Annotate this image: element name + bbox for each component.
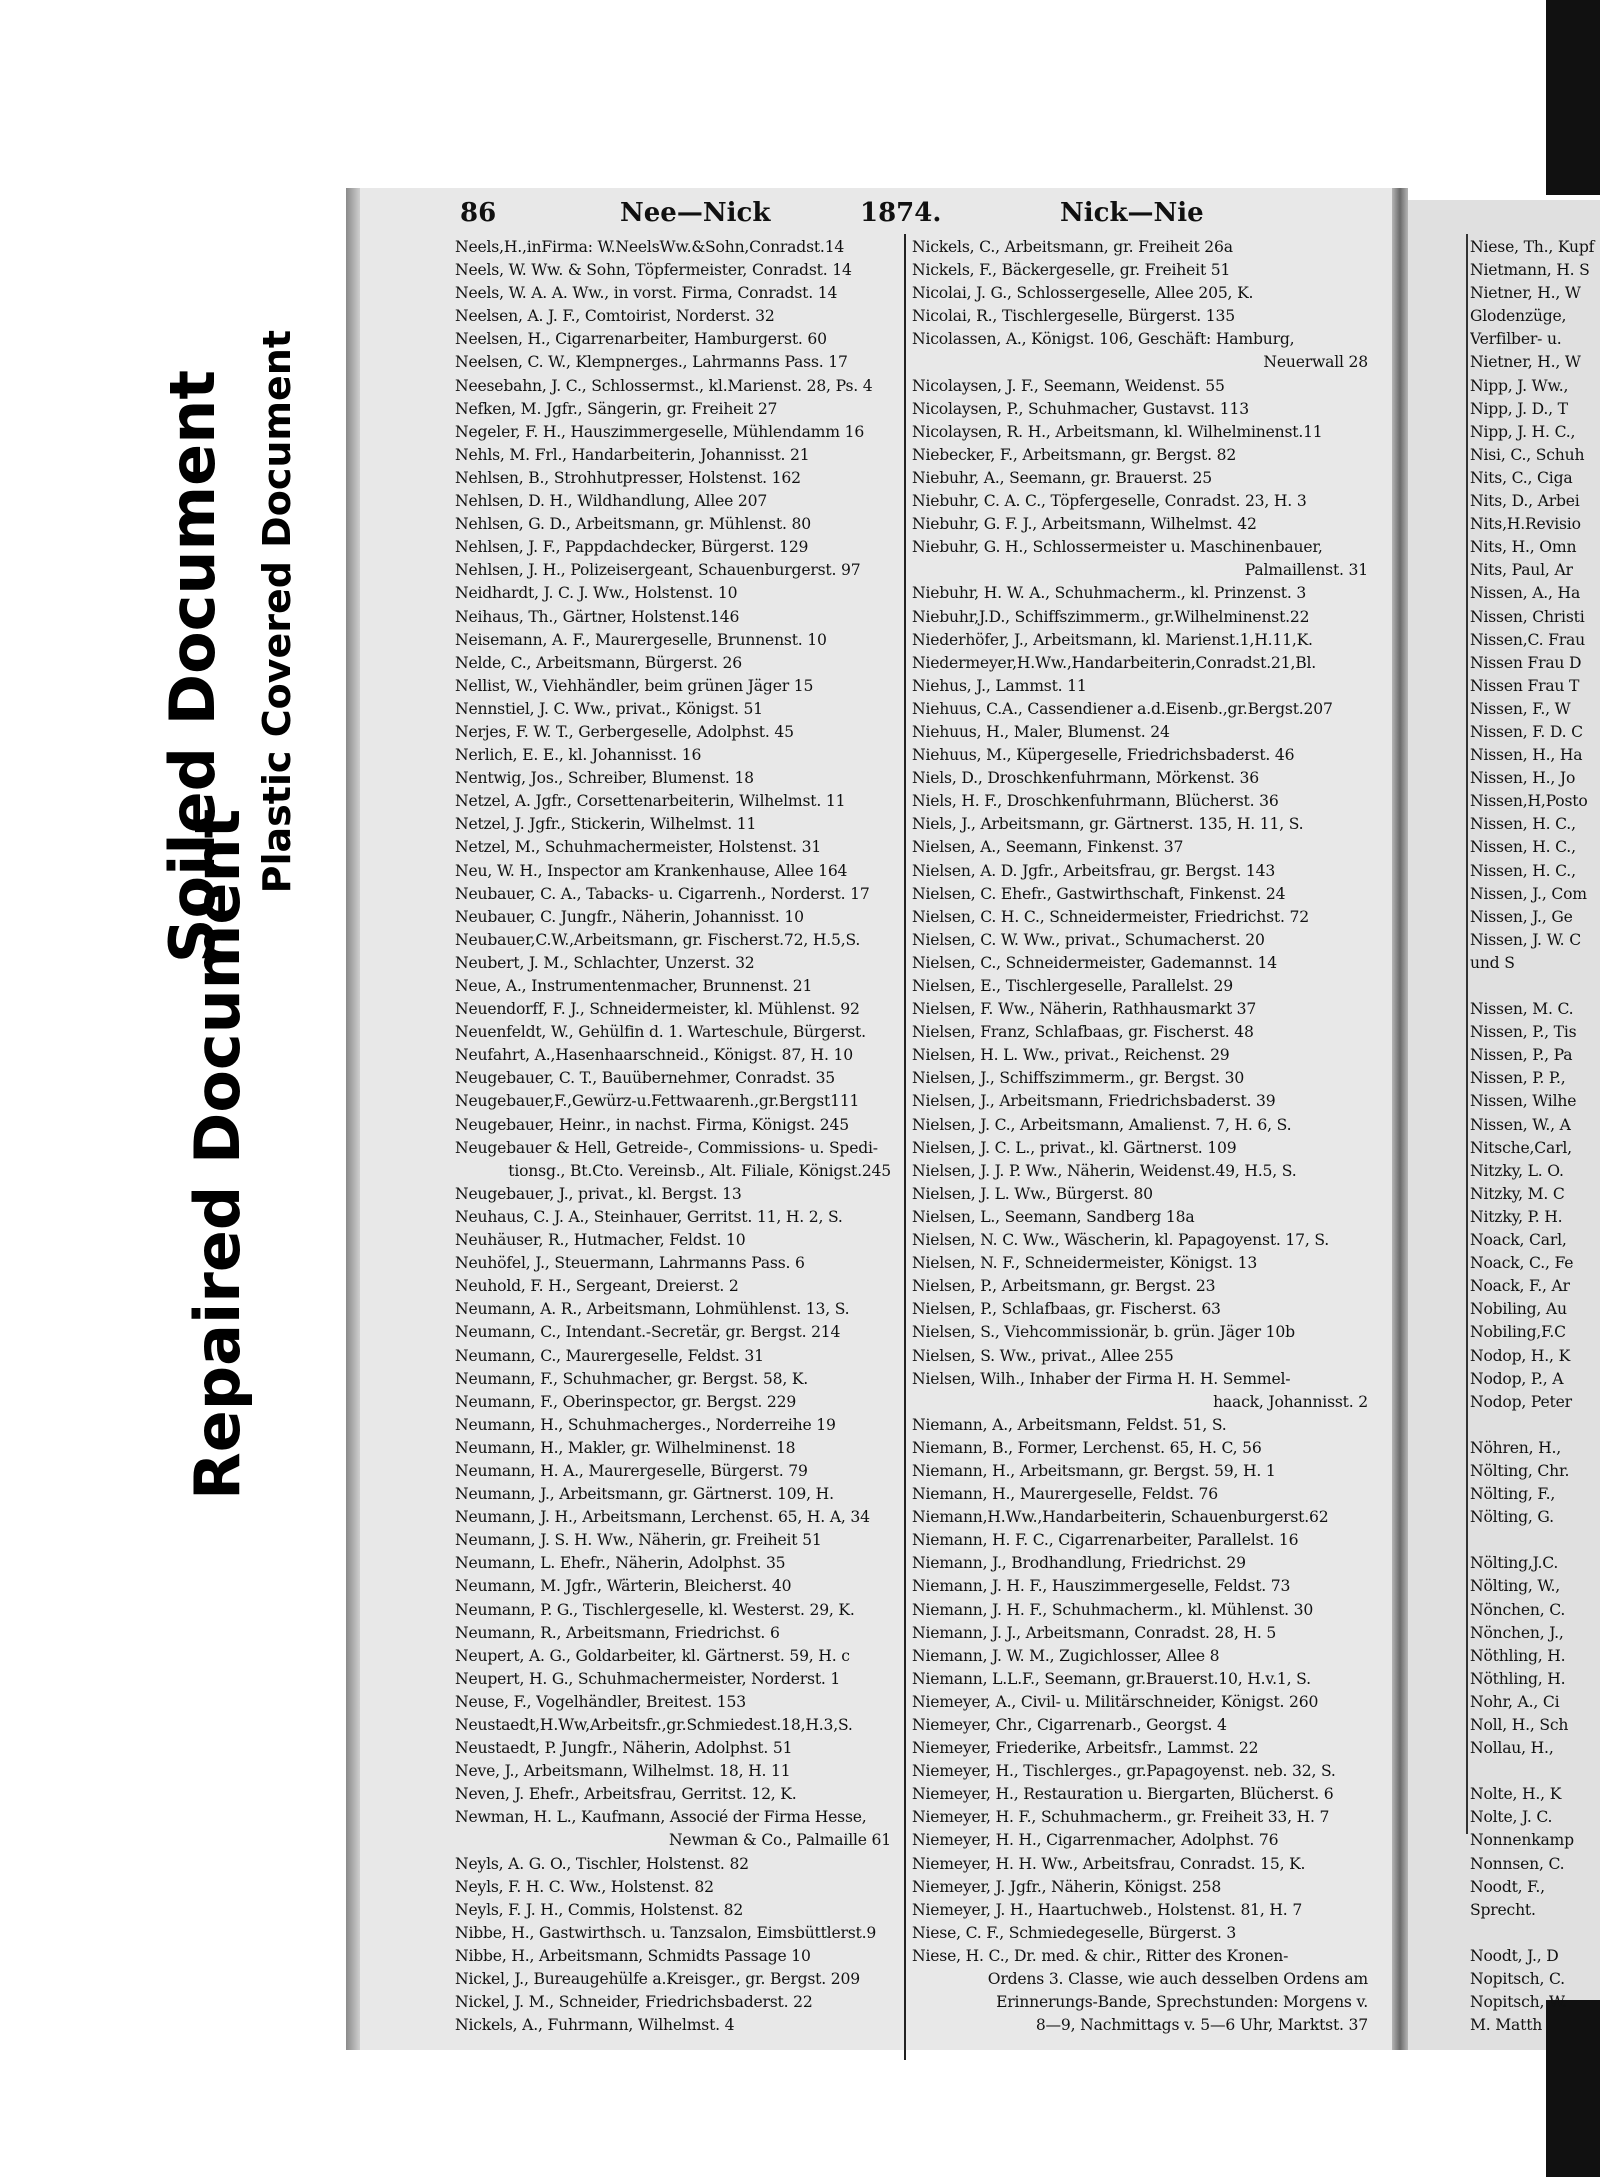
directory-entry-continuation: haack, Johannisst. 2 — [1213, 1392, 1368, 1411]
directory-entry: Nopitsch, W. — [1470, 1993, 1567, 2012]
directory-entry: Nicolai, J. G., Schlossergeselle, Allee 205, K. — [912, 284, 1254, 303]
directory-entry: Niederhöfer, J., Arbeitsmann, kl. Marienst.1,H.11,K. — [912, 630, 1313, 649]
directory-entry: Nissen, F. D. C — [1470, 722, 1583, 741]
directory-entry: Nonnenkamp — [1470, 1831, 1574, 1850]
directory-entry: Nönchen, C. — [1470, 1600, 1566, 1619]
directory-entry-continuation: Newman & Co., Palmaille 61 — [668, 1831, 891, 1850]
directory-entry: Neels,H.,inFirma: W.NeelsWw.&Sohn,Conradst.14 — [455, 238, 845, 256]
directory-entry: Noack, Carl, — [1470, 1231, 1567, 1250]
directory-entry: Neubauer, C. Jungfr., Näherin, Johannisst. 10 — [455, 907, 804, 926]
directory-entry: Nielsen, J. J. P. Ww., Näherin, Weidenst.49, H.5, S. — [912, 1161, 1297, 1180]
directory-entry: Nickel, J., Bureaugehülfe a.Kreisger., gr. Bergst. 209 — [455, 1970, 860, 1989]
directory-entry: Nielsen, C. W. Ww., privat., Schumacherst. 20 — [912, 930, 1265, 949]
page-header — [460, 198, 1390, 234]
directory-entry: Nissen Frau D — [1470, 653, 1582, 672]
directory-entry: Noodt, F., — [1470, 1877, 1545, 1896]
directory-entry: Neupert, A. G., Goldarbeiter, kl. Gärtnerst. 59, H. c — [455, 1646, 850, 1665]
directory-entry: Nits, Paul, Ar — [1470, 561, 1573, 580]
directory-entry: Nonnsen, C. — [1470, 1854, 1565, 1873]
directory-entry: Nietmann, H. S — [1470, 261, 1590, 280]
directory-entry: Sprecht. — [1470, 1900, 1536, 1919]
directory-entry: Netzel, J. Jgfr., Stickerin, Wilhelmst. 11 — [455, 815, 757, 834]
directory-entry: Nipp, J. H. C., — [1470, 422, 1576, 441]
directory-entry-continuation: Neuerwall 28 — [1263, 353, 1368, 372]
directory-entry: Niemeyer, H., Restauration u. Biergarten, Blücherst. 6 — [912, 1785, 1334, 1804]
directory-entry: Niemeyer, Chr., Cigarrenarb., Georgst. 4 — [912, 1716, 1227, 1734]
directory-entry: Niemann, B., Former, Lerchenst. 65, H. C, 56 — [912, 1438, 1262, 1457]
directory-entry: Nölting,J.C. — [1470, 1554, 1559, 1573]
directory-entry — [1470, 1922, 1600, 1945]
directory-entry-continuation: Palmaillenst. 31 — [1244, 561, 1368, 580]
plastic-covered-document-label: Plastic Covered Document — [255, 330, 299, 894]
directory-entry-continuation: 8—9, Nachmittags v. 5—6 Uhr, Marktst. 37 — [1035, 2016, 1368, 2035]
directory-entry: Neubauer,C.W.,Arbeitsmann, gr. Fischerst.72, H.5,S. — [455, 930, 861, 949]
directory-entry: Neugebauer, Heinr., in nachst. Firma, Königst. 245 — [455, 1115, 849, 1134]
directory-entry: Neumann, H., Makler, gr. Wilhelminenst. 18 — [455, 1438, 796, 1457]
directory-entry: Nickel, J. M., Schneider, Friedrichsbaderst. 22 — [455, 1993, 813, 2012]
directory-entry: Nefken, M. Jgfr., Sängerin, gr. Freiheit 27 — [455, 399, 778, 418]
directory-entry: Neumann, C., Intendant.-Secretär, gr. Bergst. 214 — [455, 1323, 841, 1342]
right-range-title: Nick—Nie — [1060, 198, 1204, 228]
directory-entry — [1470, 1414, 1600, 1437]
directory-entry: Niehuus, H., Maler, Blumenst. 24 — [912, 722, 1170, 741]
directory-entry: Neugebauer & Hell, Getreide-, Commissions- u. Spedi- — [455, 1138, 878, 1157]
directory-entry: Nielsen, A. D. Jgfr., Arbeitsfrau, gr. Bergst. 143 — [912, 861, 1276, 880]
directory-entry: Nickels, A., Fuhrmann, Wilhelmst. 4 — [455, 2016, 735, 2035]
directory-entry: Nehls, M. Frl., Handarbeiterin, Johannisst. 21 — [455, 445, 810, 464]
directory-entry: Nibbe, H., Gastwirthsch. u. Tanzsalon, Eimsbüttlerst.9 — [455, 1923, 877, 1942]
directory-entry: Nielsen, E., Tischlergeselle, Parallelst. 29 — [912, 977, 1233, 995]
directory-entry: Neelsen, A. J. F., Comtoirist, Norderst. 32 — [455, 307, 775, 326]
directory-entry: Nodop, P., A — [1470, 1369, 1564, 1388]
binding-clip-top — [1546, 0, 1600, 195]
directory-entry: Niemeyer, H. H. Ww., Arbeitsfrau, Conradst. 15, K. — [912, 1854, 1306, 1873]
directory-entry: Niese, Th., Kupf — [1470, 238, 1595, 256]
directory-entry: Neumann, P. G., Tischlergeselle, kl. Westerst. 29, K. — [455, 1600, 855, 1619]
directory-entry: Neve, J., Arbeitsmann, Wilhelmst. 18, H. 11 — [455, 1762, 791, 1781]
directory-entry: Nits, D., Arbei — [1470, 492, 1580, 511]
directory-entry: Neyls, F. H. C. Ww., Holstenst. 82 — [455, 1877, 714, 1896]
directory-entry: Neuhöfel, J., Steuermann, Lahrmanns Pass. 6 — [455, 1254, 805, 1273]
directory-entry: Neumann, A. R., Arbeitsmann, Lohmühlenst. 13, S. — [455, 1300, 850, 1319]
directory-entry: Neumann, J. S. H. Ww., Näherin, gr. Freiheit 51 — [455, 1531, 822, 1550]
directory-entry: Nennstiel, J. C. Ww., privat., Königst. 51 — [455, 699, 763, 718]
directory-entry: Nielsen, J., Arbeitsmann, Friedrichsbaderst. 39 — [912, 1092, 1276, 1111]
directory-entry: Niehuus, C.A., Cassendiener a.d.Eisenb.,gr.Bergst.207 — [912, 699, 1333, 718]
repaired-document-label: Repaired Document — [181, 808, 254, 1500]
directory-entry: Neugebauer, C. T., Bauübernehmer, Conradst. 35 — [455, 1069, 836, 1088]
directory-entry: Neuenfeldt, W., Gehülfin d. 1. Warteschule, Bürgerst. — [455, 1023, 866, 1042]
directory-entry: Neumann, J., Arbeitsmann, gr. Gärtnerst. 109, H. — [455, 1485, 834, 1504]
directory-entry: Niebuhr, A., Seemann, gr. Brauerst. 25 — [912, 468, 1212, 487]
directory-entry: Nerlich, E. E., kl. Johannisst. 16 — [455, 746, 702, 765]
directory-entry: Nielsen, N. C. Ww., Wäscherin, kl. Papagoyenst. 17, S. — [912, 1231, 1330, 1250]
directory-entry: Neyls, F. J. H., Commis, Holstenst. 82 — [455, 1900, 744, 1919]
directory-entry: Neyls, A. G. O., Tischler, Holstenst. 82 — [455, 1854, 749, 1873]
directory-entry — [1470, 1529, 1600, 1552]
directory-entry: Neufahrt, A.,Hasenhaarschneid., Königst. 87, H. 10 — [455, 1046, 853, 1065]
directory-entry: Nielsen, F. Ww., Näherin, Rathhausmarkt 37 — [912, 1000, 1257, 1019]
directory-entry: Neumann, M. Jgfr., Wärterin, Bleicherst. 40 — [455, 1577, 792, 1596]
directory-entry: Nietner, H., W — [1470, 353, 1581, 372]
directory-entry-continuation: Erinnerungs-Bande, Sprechstunden: Morgens v. — [996, 1993, 1368, 2012]
year: 1874. — [860, 198, 942, 228]
directory-entry: Niebuhr,J.D., Schiffszimmerm., gr.Wilhelminenst.22 — [912, 607, 1310, 626]
directory-entry: Niebuhr, H. W. A., Schuhmacherm., kl. Prinzenst. 3 — [912, 584, 1307, 603]
directory-entry: Nipp, J. Ww., — [1470, 376, 1569, 395]
directory-entry: Nopitsch, C. — [1470, 1970, 1565, 1989]
column-divider-right — [1466, 234, 1468, 1834]
directory-entry: Nölting, G. — [1470, 1508, 1554, 1527]
directory-entry: Nielsen, C. Ehefr., Gastwirthschaft, Finkenst. 24 — [912, 884, 1286, 903]
directory-entry: Niemeyer, H. H., Cigarrenmacher, Adolphst. 76 — [912, 1831, 1279, 1850]
directory-entry: Neels, W. Ww. & Sohn, Töpfermeister, Conradst. 14 — [455, 261, 852, 280]
directory-entry: Neumann, L. Ehefr., Näherin, Adolphst. 35 — [455, 1554, 786, 1573]
page-number: 86 — [460, 198, 497, 228]
directory-entry: Nielsen, Wilh., Inhaber der Firma H. H. Semmel- — [912, 1369, 1291, 1388]
directory-entry: Nibbe, H., Arbeitsmann, Schmidts Passage 10 — [455, 1946, 811, 1965]
directory-entry: Nielsen, L., Seemann, Sandberg 18a — [912, 1207, 1195, 1226]
book-gutter — [1392, 188, 1408, 2050]
directory-entry: Nellist, W., Viehhändler, beim grünen Jäger 15 — [455, 676, 814, 695]
directory-entry: Niemann, J. H. F., Schuhmacherm., kl. Mühlenst. 30 — [912, 1600, 1314, 1619]
directory-entry: Nietner, H., W — [1470, 284, 1581, 303]
directory-entry: Nielsen, J. C. L., privat., kl. Gärtnerst. 109 — [912, 1138, 1237, 1157]
directory-entry: Nicolaysen, P., Schuhmacher, Gustavst. 113 — [912, 399, 1249, 418]
directory-entry: Nöthling, H. — [1470, 1646, 1566, 1665]
directory-entry: Neupert, H. G., Schuhmachermeister, Norderst. 1 — [455, 1669, 841, 1688]
left-range-title: Nee—Nick — [620, 198, 771, 228]
directory-entry: Nielsen, P., Arbeitsmann, gr. Bergst. 23 — [912, 1277, 1216, 1296]
directory-entry: Niemann, J. J., Arbeitsmann, Conradst. 28, H. 5 — [912, 1623, 1277, 1642]
directory-entry: Nehlsen, G. D., Arbeitsmann, gr. Mühlenst. 80 — [455, 515, 811, 534]
directory-entry: Nohr, A., Ci — [1470, 1692, 1560, 1711]
directory-entry: Nissen, J. W. C — [1470, 930, 1581, 949]
directory-entry: Nielsen, P., Schlafbaas, gr. Fischerst. 63 — [912, 1300, 1221, 1319]
directory-entry: Nielsen, S. Ww., privat., Allee 255 — [912, 1346, 1174, 1365]
directory-entry: Nissen Frau T — [1470, 676, 1580, 695]
directory-entry: Neuhäuser, R., Hutmacher, Feldst. 10 — [455, 1231, 746, 1250]
directory-entry: Nolte, J. C. — [1470, 1808, 1553, 1827]
directory-entry: Niemeyer, J. Jgfr., Näherin, Königst. 258 — [912, 1877, 1222, 1896]
directory-entry: Niemeyer, Friederike, Arbeitsfr., Lammst. 22 — [912, 1739, 1259, 1758]
directory-entry: Nicolassen, A., Königst. 106, Geschäft: Hamburg, — [912, 330, 1295, 349]
directory-entry: Nissen, P., Pa — [1470, 1046, 1573, 1065]
directory-entry: Niebuhr, G. H., Schlossermeister u. Maschinenbauer, — [912, 538, 1323, 557]
directory-entry: Niels, J., Arbeitsmann, gr. Gärtnerst. 135, H. 11, S. — [912, 815, 1304, 834]
directory-entry: Netzel, M., Schuhmachermeister, Holstenst. 31 — [455, 838, 822, 857]
directory-entry: Neuendorff, F. J., Schneidermeister, kl. Mühlenst. 92 — [455, 1000, 860, 1019]
directory-entry: Nölting, W., — [1470, 1577, 1561, 1596]
directory-entry: Nöhren, H., — [1470, 1438, 1562, 1457]
directory-entry: Nissen, H. C., — [1470, 861, 1576, 880]
directory-entry: Nolte, H., K — [1470, 1785, 1562, 1804]
column-divider — [904, 234, 906, 2060]
directory-entry: Nits, C., Ciga — [1470, 468, 1573, 487]
directory-entry: Neihaus, Th., Gärtner, Holstenst.146 — [455, 607, 740, 626]
directory-entry: Neumann, C., Maurergeselle, Feldst. 31 — [455, 1346, 764, 1365]
directory-entry: Nelde, C., Arbeitsmann, Bürgerst. 26 — [455, 653, 742, 672]
directory-entry: Niemeyer, J. H., Haartuchweb., Holstenst. 81, H. 7 — [912, 1900, 1303, 1919]
directory-entry: Nicolai, R., Tischlergeselle, Bürgerst. 135 — [912, 307, 1235, 326]
directory-entry: Nissen, H., Ha — [1470, 746, 1583, 765]
directory-entry: Nöthling, H. — [1470, 1669, 1566, 1688]
directory-entry: Nielsen, S., Viehcommissionär, b. grün. Jäger 10b — [912, 1323, 1295, 1342]
directory-entry: Nissen, Christi — [1470, 607, 1585, 626]
directory-entry: Niedermeyer,H.Ww.,Handarbeiterin,Conradst.21,Bl. — [912, 653, 1316, 672]
directory-entry: Nodop, Peter — [1470, 1392, 1572, 1411]
directory-entry: Newman, H. L., Kaufmann, Associé der Firma Hesse, — [455, 1808, 867, 1827]
directory-entry: Neu, W. H., Inspector am Krankenhause, Allee 164 — [455, 861, 848, 880]
directory-entry: Neugebauer, J., privat., kl. Bergst. 13 — [455, 1184, 742, 1203]
directory-entry: Nissen, W., A — [1470, 1115, 1571, 1134]
directory-entry: Nobiling, Au — [1470, 1300, 1567, 1319]
directory-entry: Niemeyer, A., Civil- u. Militärschneider, Königst. 260 — [912, 1692, 1319, 1711]
directory-entry: Nicolaysen, J. F., Seemann, Weidenst. 55 — [912, 376, 1225, 395]
directory-entry: Verfilber- u. — [1470, 330, 1562, 349]
directory-entry: Nitzky, P. H. — [1470, 1207, 1563, 1226]
directory-entry: Nissen, Wilhe — [1470, 1092, 1577, 1111]
directory-entry: Nielsen, H. L. Ww., privat., Reichenst. 29 — [912, 1046, 1230, 1065]
directory-entry: Nehlsen, J. F., Pappdachdecker, Bürgerst. 129 — [455, 538, 809, 557]
directory-entry: Nollau, H., — [1470, 1739, 1554, 1758]
directory-entry: Neubauer, C. A., Tabacks- u. Cigarrenh., Norderst. 17 — [455, 884, 870, 903]
directory-entry: Neelsen, C. W., Klempnerges., Lahrmanns Pass. 17 — [455, 353, 848, 372]
directory-entry: Neumann, H. A., Maurergeselle, Bürgerst. 79 — [455, 1461, 808, 1480]
directory-entry: Nehlsen, D. H., Wildhandlung, Allee 207 — [455, 492, 768, 511]
directory-entry: Nissen, P. P., — [1470, 1069, 1566, 1088]
directory-entry: Nitzky, L. O. — [1470, 1161, 1564, 1180]
directory-entry: Nielsen, J. L. Ww., Bürgerst. 80 — [912, 1184, 1153, 1203]
directory-entry: Noll, H., Sch — [1470, 1716, 1569, 1734]
directory-entry: Niebecker, F., Arbeitsmann, gr. Bergst. 82 — [912, 445, 1237, 464]
directory-entry: Negeler, F. H., Hauszimmergeselle, Mühlendamm 16 — [455, 422, 865, 441]
directory-entry: Niehus, J., Lammst. 11 — [912, 676, 1087, 695]
directory-entry: Niebuhr, G. F. J., Arbeitsmann, Wilhelmst. 42 — [912, 515, 1257, 534]
directory-column-middle — [912, 236, 1368, 2037]
directory-entry: Nitzky, M. C — [1470, 1184, 1565, 1203]
directory-entry: Neuhaus, C. J. A., Steinhauer, Gerritst. 11, H. 2, S. — [455, 1207, 843, 1226]
directory-entry: Neumann, H., Schuhmacherges., Norderreihe 19 — [455, 1415, 836, 1434]
directory-entry: Nielsen, A., Seemann, Finkenst. 37 — [912, 838, 1184, 857]
directory-entry: Nentwig, Jos., Schreiber, Blumenst. 18 — [455, 769, 754, 788]
directory-entry: Noack, C., Fe — [1470, 1254, 1574, 1273]
directory-entry: Nielsen, J. C., Arbeitsmann, Amalienst. 7, H. 6, S. — [912, 1115, 1292, 1134]
directory-entry: Niese, H. C., Dr. med. & chir., Ritter des Kronen- — [912, 1946, 1289, 1965]
directory-entry: Neubert, J. M., Schlachter, Unzerst. 32 — [455, 953, 755, 972]
directory-entry: Neisemann, A. F., Maurergeselle, Brunnenst. 10 — [455, 630, 827, 649]
directory-entry-continuation: tionsg., Bt.Cto. Vereinsb., Alt. Filiale, Königst.245 — [508, 1161, 891, 1180]
directory-entry: Glodenzüge, — [1470, 307, 1567, 326]
directory-entry: Neumann, F., Schuhmacher, gr. Bergst. 58, K. — [455, 1369, 809, 1388]
directory-entry: Nissen,C. Frau — [1470, 630, 1585, 649]
directory-entry: Nissen, H., Jo — [1470, 769, 1576, 788]
directory-column-right — [1470, 236, 1600, 2037]
directory-entry: Nielsen, J., Schiffszimmerm., gr. Bergst. 30 — [912, 1069, 1245, 1088]
directory-entry: Neuse, F., Vogelhändler, Breitest. 153 — [455, 1692, 746, 1711]
directory-entry: Nissen,H,Posto — [1470, 792, 1588, 811]
directory-entry: Nielsen, Franz, Schlafbaas, gr. Fischerst. 48 — [912, 1023, 1254, 1042]
directory-entry: Neesebahn, J. C., Schlossermst., kl.Marienst. 28, Ps. 4 — [455, 376, 873, 395]
directory-entry: Nitsche,Carl, — [1470, 1138, 1572, 1157]
directory-entry: Niemeyer, H., Tischlerges., gr.Papagoyenst. neb. 32, S. — [912, 1762, 1336, 1781]
directory-entry — [1470, 1760, 1600, 1783]
directory-entry: Neuhold, F. H., Sergeant, Dreierst. 2 — [455, 1277, 739, 1296]
soiled-document-label: Soiled Document — [156, 370, 229, 964]
directory-entry: Niemann, J. H. F., Hauszimmergeselle, Feldst. 73 — [912, 1577, 1291, 1596]
page-edge — [346, 188, 360, 2050]
directory-entry: Nielsen, N. F., Schneidermeister, Königst. 13 — [912, 1254, 1258, 1273]
directory-entry: und S — [1470, 953, 1515, 972]
directory-entry: Nerjes, F. W. T., Gerbergeselle, Adolphst. 45 — [455, 722, 794, 741]
directory-entry — [1470, 975, 1600, 998]
directory-entry: Niemann, H., Maurergeselle, Feldst. 76 — [912, 1485, 1219, 1504]
directory-entry: Niemann, L.L.F., Seemann, gr.Brauerst.10, H.v.1, S. — [912, 1669, 1311, 1688]
directory-entry: Neumann, R., Arbeitsmann, Friedrichst. 6 — [455, 1623, 780, 1642]
directory-entry: Nissen, A., Ha — [1470, 584, 1581, 603]
directory-entry: Nobiling,F.C — [1470, 1323, 1566, 1342]
directory-entry: Neustaedt, P. Jungfr., Näherin, Adolphst. 51 — [455, 1739, 793, 1758]
directory-entry: Nissen, J., Ge — [1470, 907, 1573, 926]
directory-entry: Nissen, H. C., — [1470, 838, 1576, 857]
directory-entry: Noodt, J., D — [1470, 1946, 1559, 1965]
directory-entry: Niese, C. F., Schmiedegeselle, Bürgerst. 3 — [912, 1923, 1237, 1942]
directory-entry: Nehlsen, J. H., Polizeisergeant, Schauenburgerst. 97 — [455, 561, 861, 580]
directory-entry: M. Matth — [1470, 2016, 1543, 2035]
directory-entry: Nönchen, J., — [1470, 1623, 1564, 1642]
directory-entry: Nehlsen, B., Strohhutpresser, Holstenst. 162 — [455, 468, 801, 487]
directory-entry: Nodop, H., K — [1470, 1346, 1571, 1365]
directory-entry: Nissen, F., W — [1470, 699, 1571, 718]
directory-column-left — [455, 236, 891, 2037]
directory-entry: Nickels, F., Bäckergeselle, gr. Freiheit 51 — [912, 261, 1231, 280]
directory-entry: Niemann, J. W. M., Zugichlosser, Allee 8 — [912, 1646, 1220, 1665]
directory-entry: Niemann, J., Brodhandlung, Friedrichst. 29 — [912, 1554, 1246, 1573]
directory-entry: Nisi, C., Schuh — [1470, 445, 1585, 464]
directory-entry: Nissen, M. C. — [1470, 1000, 1574, 1019]
directory-entry: Niemann, H. F. C., Cigarrenarbeiter, Parallelst. 16 — [912, 1531, 1299, 1550]
directory-entry: Niemeyer, H. F., Schuhmacherm., gr. Freiheit 33, H. 7 — [912, 1808, 1330, 1827]
directory-entry: Neidhardt, J. C. J. Ww., Holstenst. 10 — [455, 584, 738, 603]
directory-entry: Neelsen, H., Cigarrenarbeiter, Hamburgerst. 60 — [455, 330, 827, 349]
directory-entry: Nits,H.Revisio — [1470, 515, 1581, 534]
directory-entry: Nissen, J., Com — [1470, 884, 1587, 903]
directory-entry-continuation: Ordens 3. Classe, wie auch desselben Ordens am — [987, 1970, 1368, 1989]
directory-entry: Noack, F., Ar — [1470, 1277, 1570, 1296]
directory-entry: Nielsen, C. H. C., Schneidermeister, Friedrichst. 72 — [912, 907, 1309, 926]
directory-entry: Neue, A., Instrumentenmacher, Brunnenst. 21 — [455, 977, 813, 995]
directory-entry: Nölting, F., — [1470, 1485, 1556, 1504]
directory-entry: Neels, W. A. A. Ww., in vorst. Firma, Conradst. 14 — [455, 284, 838, 303]
directory-entry: Nissen, P., Tis — [1470, 1023, 1577, 1042]
directory-entry: Nicolaysen, R. H., Arbeitsmann, kl. Wilhelminenst.11 — [912, 422, 1323, 441]
directory-entry: Niels, D., Droschkenfuhrmann, Mörkenst. 36 — [912, 769, 1259, 788]
directory-entry: Neugebauer,F.,Gewürz-u.Fettwaarenh.,gr.Bergst111 — [455, 1092, 860, 1111]
directory-entry: Netzel, A. Jgfr., Corsettenarbeiterin, Wilhelmst. 11 — [455, 792, 846, 811]
directory-entry: Neumann, J. H., Arbeitsmann, Lerchenst. 65, H. A, 34 — [455, 1508, 870, 1527]
directory-entry: Niemann,H.Ww.,Handarbeiterin, Schauenburgerst.62 — [912, 1508, 1329, 1527]
directory-entry: Niels, H. F., Droschkenfuhrmann, Blücherst. 36 — [912, 792, 1279, 811]
directory-entry: Niemann, A., Arbeitsmann, Feldst. 51, S. — [912, 1415, 1227, 1434]
directory-entry: Nissen, H. C., — [1470, 815, 1576, 834]
directory-entry: Nickels, C., Arbeitsmann, gr. Freiheit 26a — [912, 238, 1233, 256]
directory-entry: Nölting, Chr. — [1470, 1461, 1570, 1480]
directory-entry: Nits, H., Omn — [1470, 538, 1577, 557]
directory-entry: Niemann, H., Arbeitsmann, gr. Bergst. 59, H. 1 — [912, 1461, 1276, 1480]
directory-entry: Neustaedt,H.Ww,Arbeitsfr.,gr.Schmiedest.18,H.3,S. — [455, 1716, 853, 1734]
directory-entry: Niebuhr, C. A. C., Töpfergeselle, Conradst. 23, H. 3 — [912, 492, 1307, 511]
directory-entry: Nipp, J. D., T — [1470, 399, 1568, 418]
directory-entry: Neumann, F., Oberinspector, gr. Bergst. 229 — [455, 1392, 797, 1411]
directory-entry: Nielsen, C., Schneidermeister, Gademannst. 14 — [912, 953, 1277, 972]
directory-entry: Neven, J. Ehefr., Arbeitsfrau, Gerritst. 12, K. — [455, 1785, 797, 1804]
directory-entry: Niehuus, M., Küpergeselle, Friedrichsbaderst. 46 — [912, 746, 1295, 765]
